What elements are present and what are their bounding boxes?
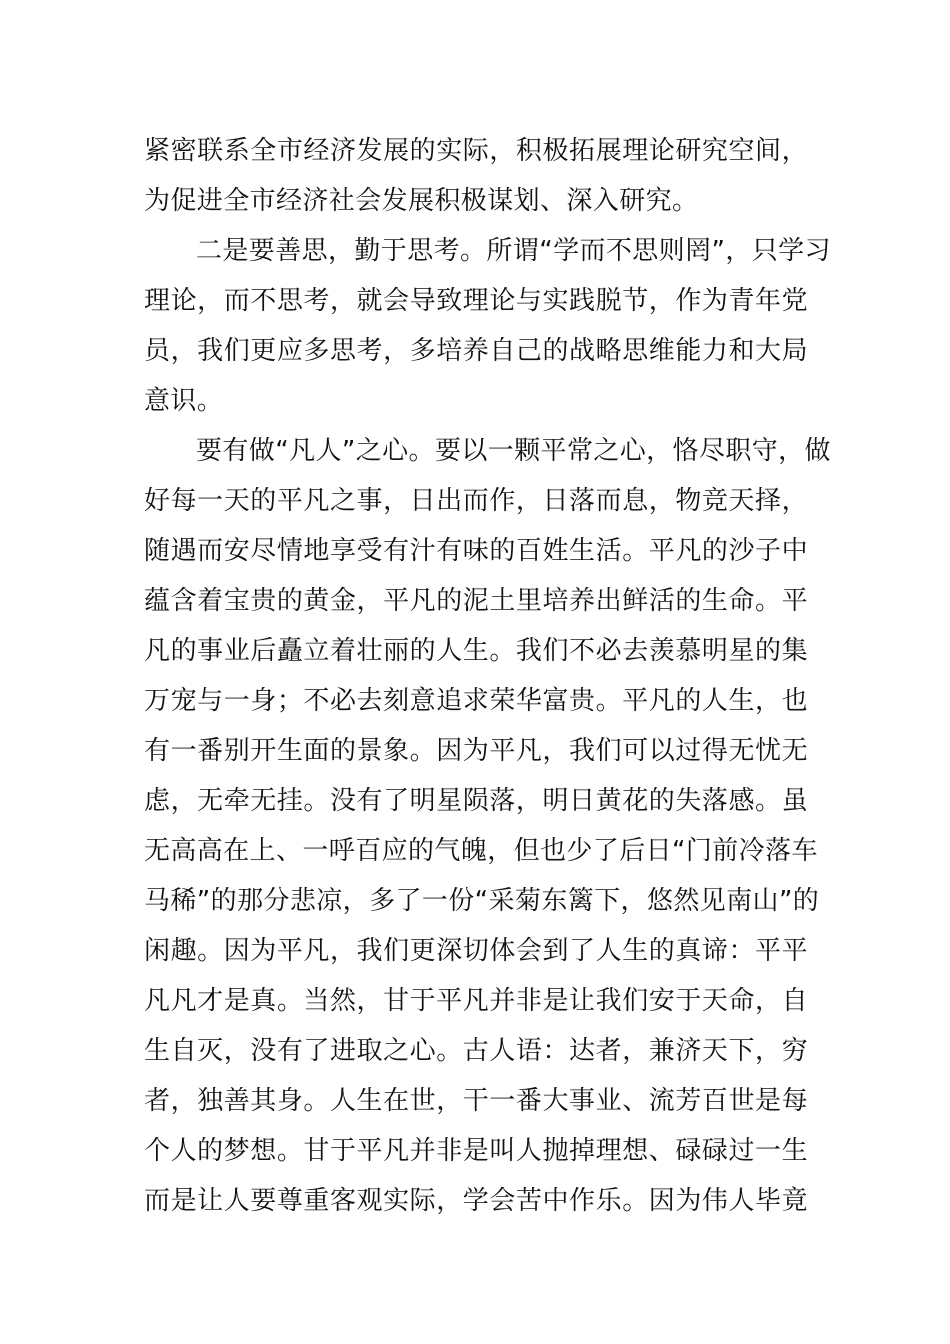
text-line: 万宠与一身；不必去刻意追求荣华富贵。平凡的人生，也 [144, 686, 808, 716]
text-line: 生自灭，没有了进取之心。古人语：达者，兼济天下，穷 [144, 1036, 808, 1066]
text-line: 马稀”的那分悲凉，多了一份“采菊东篱下，悠然见南山”的 [144, 886, 820, 916]
text-line: 好每一天的平凡之事，日出而作，日落而息，物竞天择， [144, 486, 808, 516]
paragraph-first-line: 二是要善思，勤于思考。所谓“学而不思则罔”，只学习 [196, 236, 831, 266]
text-line: 虑，无牵无挂。没有了明星陨落，明日黄花的失落感。虽 [144, 786, 808, 816]
text-line: 无高高在上、一呼百应的气魄，但也少了后日“门前冷落车 [144, 836, 818, 866]
text-line: 有一番别开生面的景象。因为平凡，我们可以过得无忧无 [144, 736, 808, 766]
text-line: 者，独善其身。人生在世，干一番大事业、流芳百世是每 [144, 1086, 808, 1116]
text-line: 个人的梦想。甘于平凡并非是叫人抛掉理想、碌碌过一生 [144, 1136, 808, 1166]
text-line: 员，我们更应多思考，多培养自己的战略思维能力和大局 [144, 336, 808, 366]
text-line: 凡凡才是真。当然，甘于平凡并非是让我们安于天命，自 [144, 986, 808, 1016]
text-line: 随遇而安尽情地享受有汁有味的百姓生活。平凡的沙子中 [144, 536, 808, 566]
text-line: 蕴含着宝贵的黄金，平凡的泥土里培养出鲜活的生命。平 [144, 586, 808, 616]
text-line: 凡的事业后矗立着壮丽的人生。我们不必去羡慕明星的集 [144, 636, 808, 666]
text-line: 为促进全市经济社会发展积极谋划、深入研究。 [144, 186, 699, 216]
paragraph-first-line: 要有做“凡人”之心。要以一颗平常之心，恪尽职守，做 [196, 436, 831, 466]
document-body [144, 126, 831, 1226]
text-line: 而是让人要尊重客观实际，学会苦中作乐。因为伟人毕竟 [144, 1186, 808, 1216]
text-line: 理论，而不思考，就会导致理论与实践脱节，作为青年党 [144, 286, 808, 316]
text-line: 紧密联系全市经济发展的实际，积极拓展理论研究空间， [144, 136, 808, 166]
text-line: 意识。 [144, 386, 224, 416]
text-line: 闲趣。因为平凡，我们更深切体会到了人生的真谛：平平 [144, 936, 808, 966]
